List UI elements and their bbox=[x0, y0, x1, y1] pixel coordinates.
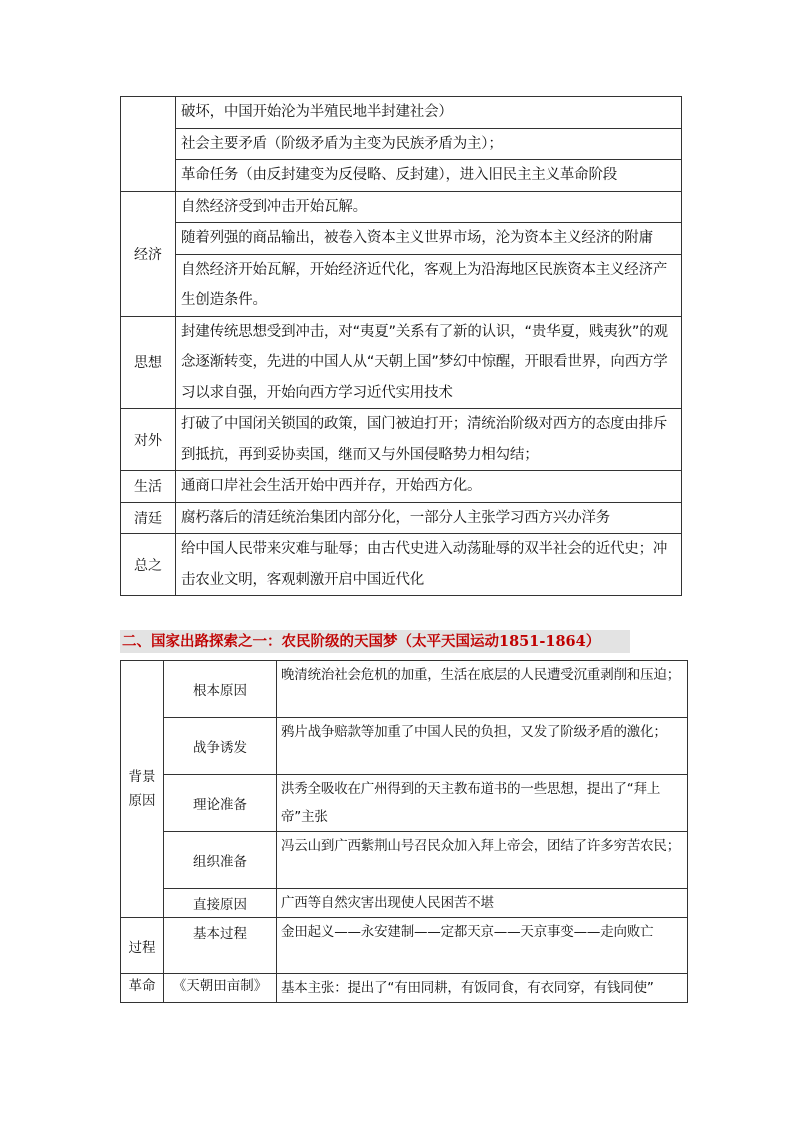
history-summary-table bbox=[120, 96, 682, 596]
table-cell: 给中国人民带来灾难与耻辱；由古代史进入动荡耻辱的双半社会的近代史；冲击农业文明，客观刺激开启中国近代化 bbox=[176, 534, 682, 596]
table-row bbox=[121, 502, 682, 534]
table-cell: 金田起义——永安建制——定都天京——天京事变——走向败亡 bbox=[277, 918, 688, 974]
table-row bbox=[121, 191, 682, 223]
sub-label: 理论准备 bbox=[164, 775, 277, 832]
table-cell: 自然经济受到冲击开始瓦解。 bbox=[176, 191, 682, 223]
table-row bbox=[121, 974, 688, 1003]
table-row bbox=[121, 832, 688, 889]
table-row bbox=[121, 160, 682, 192]
table-row bbox=[121, 128, 682, 160]
table-cell: 腐朽落后的清廷统治集团内部分化，一部分人主张学习西方兴办洋务 bbox=[176, 502, 682, 534]
table-cell: 广西等自然灾害出现使人民困苦不堪 bbox=[277, 889, 688, 918]
table-cell: 革命任务（由反封建变为反侵略、反封建），进入旧民主主义革命阶段 bbox=[176, 160, 682, 192]
sub-label: 基本过程 bbox=[164, 918, 277, 974]
row-key-foreign: 对外 bbox=[121, 409, 176, 471]
table-cell: 通商口岸社会生活开始中西并存，开始西方化。 bbox=[176, 471, 682, 503]
revolution-label: 革命 bbox=[121, 974, 164, 1003]
table-cell: 晚清统治社会危机的加重，生活在底层的人民遭受沉重剥削和压迫； bbox=[277, 661, 688, 718]
row-key-summary: 总之 bbox=[121, 534, 176, 596]
table-cell: 封建传统思想受到冲击，对“夷夏”关系有了新的认识，“贵华夏，贱夷狄”的观念逐渐转变，先进的中国人从“天朝上国”梦幻中惊醒，开眼看世界，向西方学习以求自强，开始向西方学习近代实用技术 bbox=[176, 316, 682, 409]
table-row bbox=[121, 718, 688, 775]
table-row bbox=[121, 316, 682, 409]
sub-label: 根本原因 bbox=[164, 661, 277, 718]
table-cell: 基本主张：提出了“有田同耕，有饭同食，有衣同穿，有钱同使” bbox=[277, 974, 688, 1003]
table-row bbox=[121, 97, 682, 129]
table-cell: 打破了中国闭关锁国的政策，国门被迫打开；清统治阶级对西方的态度由排斥到抵抗，再到妥协卖国，继而又与外国侵略势力相勾结； bbox=[176, 409, 682, 471]
table-cell: 鸦片战争赔款等加重了中国人民的负担，又发了阶级矛盾的激化； bbox=[277, 718, 688, 775]
table-row bbox=[121, 918, 688, 974]
table-cell: 洪秀全吸收在广州得到的天主教布道书的一些思想，提出了“拜上帝”主张 bbox=[277, 775, 688, 832]
process-label: 过程 bbox=[121, 918, 164, 974]
table-row bbox=[121, 223, 682, 255]
table-cell: 社会主要矛盾（阶级矛盾为主变为民族矛盾为主）； bbox=[176, 128, 682, 160]
taiping-table bbox=[120, 660, 688, 1003]
table-cell: 破坏，中国开始沦为半殖民地半封建社会） bbox=[176, 97, 682, 129]
table-row bbox=[121, 254, 682, 316]
table-row bbox=[121, 471, 682, 503]
table-cell: 自然经济开始瓦解，开始经济近代化，客观上为沿海地区民族资本主义经济产生创造条件。 bbox=[176, 254, 682, 316]
row-key-life: 生活 bbox=[121, 471, 176, 503]
section-heading: 二、国家出路探索之一：农民阶级的天国梦（太平天国运动1851-1864） bbox=[120, 630, 630, 653]
row-key-thought: 思想 bbox=[121, 316, 176, 409]
table-row bbox=[121, 534, 682, 596]
table-row bbox=[121, 409, 682, 471]
row-key bbox=[121, 97, 176, 192]
table-cell: 冯云山到广西紫荆山号召民众加入拜上帝会，团结了许多穷苦农民； bbox=[277, 832, 688, 889]
table-row bbox=[121, 661, 688, 718]
sub-label: 《天朝田亩制》 bbox=[164, 974, 277, 1003]
row-key-economy: 经济 bbox=[121, 191, 176, 316]
sub-label: 组织准备 bbox=[164, 832, 277, 889]
table-cell: 随着列强的商品输出，被卷入资本主义世界市场，沦为资本主义经济的附庸 bbox=[176, 223, 682, 255]
sub-label: 战争诱发 bbox=[164, 718, 277, 775]
background-label: 背景原因 bbox=[121, 661, 164, 918]
sub-label: 直接原因 bbox=[164, 889, 277, 918]
table-row bbox=[121, 775, 688, 832]
table-row bbox=[121, 889, 688, 918]
row-key-qing: 清廷 bbox=[121, 502, 176, 534]
